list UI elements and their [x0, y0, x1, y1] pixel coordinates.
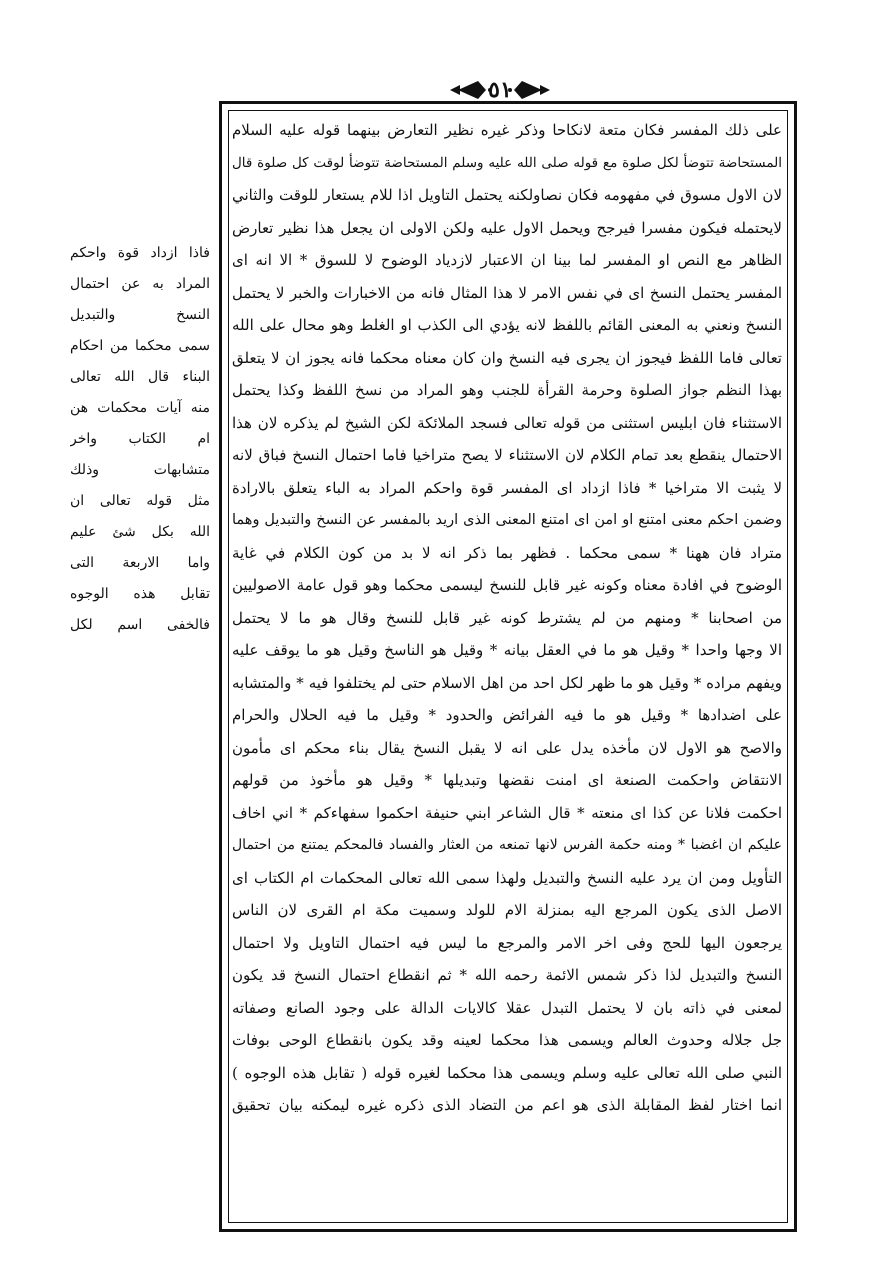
main-text-line: متراد فان ههنا * سمى محكما . فظهر بما ذكر انه لا بد من كون الكلام في غاية	[232, 543, 782, 562]
margin-note-line: تقابل هذه الوجوه	[70, 586, 210, 602]
main-text-body	[232, 114, 782, 1220]
margin-note	[70, 238, 210, 641]
main-text-line: النسخ ونعني به المعنى القائم باللفظ لانه يؤدي الى الكذب او الغلط وهو محال على الله	[232, 316, 782, 334]
margin-note-line: سمى محكما من احكام	[70, 338, 210, 354]
margin-note-line: متشابهات وذلك	[70, 462, 210, 478]
main-text-line: وضمن احكم معنى امتنع او امن اى امتنع المعنى الذى اريد بالمفسر عن النسخ والتبديل وهما	[232, 512, 782, 528]
main-text-line: ويفهم مراده * وقيل هو ما ظهر لكل احد من اهل الاسلام حتى لم يختلفوا فيه * والمتشابه	[232, 673, 782, 692]
main-text-line: يرجعون اليها للحج وفى اخر الامر والمرجع ما ليس فيه احتمال التاويل ولا احتمال	[232, 933, 782, 952]
main-text-line: على ذلك المفسر فكان متعة لانكاحا وذكر غيره نظير التعارض بينهما قوله عليه السلام	[232, 121, 782, 139]
main-text-line: التأويل ومن ان يرد عليه النسخ والتبديل ولهذا سمى الله تعالى المحكمات ام الكتاب اى	[232, 868, 782, 887]
page-number: ٥١	[488, 77, 512, 103]
margin-note-line: الله بكل شئ عليم	[70, 524, 210, 540]
main-text-line: الاستثناء فان ابليس استثنى من قوله تعالى فسجد الملائكة لكن الشيخ لم يذكره لان هذا	[232, 413, 782, 432]
main-text-line: من اصحابنا * ومنهم من لم يشترط كونه غير قابل للنسخ وقال هو ما لا يحتمل	[232, 608, 782, 627]
main-text-line: الظاهر مع النص او المفسر لما بينا ان الاعتبار لازدياد الوضوح لا للسوق * الا انه اى	[232, 251, 782, 269]
margin-note-line: منه آيات محكمات هن	[70, 400, 210, 416]
main-text-line: النسخ والتبديل لذا ذكر شمس الائمة رحمه الله * ثم انقطاع احتمال النسخ قد يكون	[232, 966, 782, 984]
main-text-line: بهذا النظم جواز الصلوة وحرمة القرأة للجنب وهو المراد من نسخ اللفظ وكذا يحتمل	[232, 381, 782, 399]
main-text-line: الانتقاض واحكمت الصنعة اى امنت نقضها وتبديلها * وقيل هو مأخوذ من قولهم	[232, 771, 782, 789]
main-text-line: لان الاول مسوق في مفهومه فكان نصاولكنه يحتمل التاويل اذا للام يستعار للوقت والثاني	[232, 186, 782, 204]
main-text-line: الوضوح في افادة معناه وكونه غير قابل للنسخ ليسمى محكما وهو قول عامة الاصوليين	[232, 576, 782, 594]
margin-note-line: فاذا ازداد قوة واحكم	[70, 245, 210, 261]
margin-note-line: ام الكتاب واخر	[70, 431, 210, 447]
margin-note-line: واما الاربعة التى	[70, 555, 210, 571]
margin-note-line: فالخفى اسم لكل	[70, 617, 210, 633]
main-text-line: تعالى فاما اللفظ فيجوز ان يجرى فيه النسخ وان كان معناه محكما فانه يجوز ان لا يتعلق	[232, 348, 782, 367]
main-text-line: لايحتمله فيكون مفسرا فيرجح ويحمل الاول عليه ولكن الاولى ان يجعل هذا نظير تعارض	[232, 218, 782, 237]
margin-note-line: النسخ والتبديل	[70, 307, 210, 323]
margin-note-line: مثل قوله تعالى ان	[70, 493, 210, 509]
main-text-line: النبي صلى الله تعالى عليه وسلم ويسمى هذا محكما لغيره قوله ( تقابل هذه الوجوه )	[232, 1063, 782, 1082]
main-text-line: لا يثبت الا متراخيا * فاذا ازداد اى المفسر قوة واحكم المراد به الباء يتعلق بالارادة	[232, 478, 782, 497]
main-text-line: انما اختار لفظ المقابلة الذى هو اعم من التضاد الذى ذكره غيره ليمكنه بيان تحقيق	[232, 1096, 782, 1114]
main-text-line: لمعنى في ذاته بان لا يحتمل التبدل عقلا كالايات الدالة على وجود الصانع وصفاته	[232, 998, 782, 1017]
main-text-line: والاصح هو الاول لان مأخذه يدل على انه لا يقبل النسخ يقال بناء محكم اى مأمون	[232, 738, 782, 757]
main-text-line: الا وجها واحدا * وقيل هو ما في العقل بيانه * وقيل هو الناسخ وقيل هو ما يوقف عليه	[232, 641, 782, 659]
main-text-line: الاحتمال ينقطع بعد تمام الكلام لان الاستثناء لا يصح متراخيا فاما احتمال النسخ فباق لانه	[232, 446, 782, 464]
main-text-line: عليكم ان اغضبا * ومنه حكمة الفرس لانها تمنعه من العثار والفساد فالمحكم يمتنع من احتمال	[232, 837, 782, 853]
main-text-line: الاصل الذى يكون المرجع اليه بمنزلة الام للولد وسميت مكة ام القرى لان الناس	[232, 901, 782, 919]
main-text-line: المفسر يحتمل النسخ اى في نفس الامر لا هذا المثال فانه من الاخبارات والخبر لا يحتمل	[232, 283, 782, 302]
main-text-line: جل جلاله وحدوث العالم ويسمى هذا محكما لعينه وقد يكون بانقطاع الوحى بوفات	[232, 1031, 782, 1049]
main-text-line: احكمت فلانا عن كذا اى منعته * قال الشاعر ابني حنيفة احكموا سفهاءكم * اني اخاف	[232, 803, 782, 822]
margin-note-line: المراد به عن احتمال	[70, 276, 210, 292]
margin-note-line: البناء قال الله تعالى	[70, 369, 210, 385]
main-text-line: المستحاضة تتوضأ لكل صلوة مع قوله صلى الله عليه وسلم المستحاضة تتوضأ لوقت كل صلوة قال	[232, 154, 782, 171]
main-text-line: على اضدادها * وقيل هو ما فيه الفرائض والحدود * وقيل ما فيه الحلال والحرام	[232, 706, 782, 724]
